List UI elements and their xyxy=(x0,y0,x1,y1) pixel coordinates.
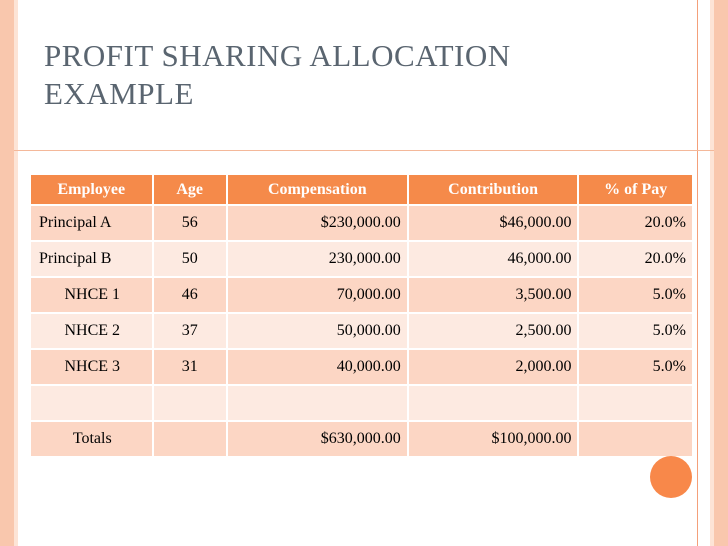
cell-employee: NHCE 3 xyxy=(31,350,154,386)
cell-employee xyxy=(31,386,154,422)
cell-compensation: 40,000.00 xyxy=(228,350,409,386)
cell-contribution xyxy=(409,386,580,422)
cell-contribution: $46,000.00 xyxy=(409,206,580,242)
cell-age: 31 xyxy=(154,350,228,386)
left-border-decoration xyxy=(0,0,14,546)
cell-percent-of-pay: 20.0% xyxy=(579,242,692,278)
cell-compensation: 50,000.00 xyxy=(228,314,409,350)
table-row xyxy=(31,242,692,278)
right-border-decoration xyxy=(714,0,728,546)
cell-total-compensation: $630,000.00 xyxy=(228,422,409,458)
header-compensation: Compensation xyxy=(228,175,409,206)
cell-contribution: 2,500.00 xyxy=(409,314,580,350)
cell-compensation: $230,000.00 xyxy=(228,206,409,242)
cell-contribution: 46,000.00 xyxy=(409,242,580,278)
cell-compensation: 230,000.00 xyxy=(228,242,409,278)
table-row xyxy=(31,350,692,386)
table-row xyxy=(31,278,692,314)
cell-percent-of-pay xyxy=(579,386,692,422)
slide-title xyxy=(44,37,664,113)
cell-age: 37 xyxy=(154,314,228,350)
table-row-totals xyxy=(31,422,692,458)
cell-employee: Principal B xyxy=(31,242,154,278)
allocation-table xyxy=(31,175,692,458)
cell-total-contribution: $100,000.00 xyxy=(409,422,580,458)
cell-employee: Principal A xyxy=(31,206,154,242)
cell-percent-of-pay xyxy=(579,422,692,458)
cell-percent-of-pay: 5.0% xyxy=(579,278,692,314)
cell-employee: NHCE 1 xyxy=(31,278,154,314)
cell-age xyxy=(154,386,228,422)
cell-age: 50 xyxy=(154,242,228,278)
header-employee: Employee xyxy=(31,175,154,206)
cell-age: 56 xyxy=(154,206,228,242)
header-age: Age xyxy=(154,175,228,206)
cell-compensation xyxy=(228,386,409,422)
table-row-empty xyxy=(31,386,692,422)
cell-contribution: 3,500.00 xyxy=(409,278,580,314)
vertical-accent-line xyxy=(697,0,698,546)
cell-totals-label: Totals xyxy=(31,422,154,458)
table-row xyxy=(31,314,692,350)
cell-percent-of-pay: 5.0% xyxy=(579,350,692,386)
cell-compensation: 70,000.00 xyxy=(228,278,409,314)
table-header-row xyxy=(31,175,692,206)
cell-employee: NHCE 2 xyxy=(31,314,154,350)
table-row xyxy=(31,206,692,242)
cell-percent-of-pay: 20.0% xyxy=(579,206,692,242)
cell-contribution: 2,000.00 xyxy=(409,350,580,386)
header-contribution: Contribution xyxy=(409,175,580,206)
title-divider xyxy=(14,150,714,151)
cell-percent-of-pay: 5.0% xyxy=(579,314,692,350)
slide-title-line-2: EXAMPLE xyxy=(44,76,194,111)
decorative-orb xyxy=(650,456,692,498)
cell-age xyxy=(154,422,228,458)
cell-age: 46 xyxy=(154,278,228,314)
header-percent-of-pay: % of Pay xyxy=(579,175,692,206)
slide-title-line-1: PROFIT SHARING ALLOCATION xyxy=(44,38,511,73)
